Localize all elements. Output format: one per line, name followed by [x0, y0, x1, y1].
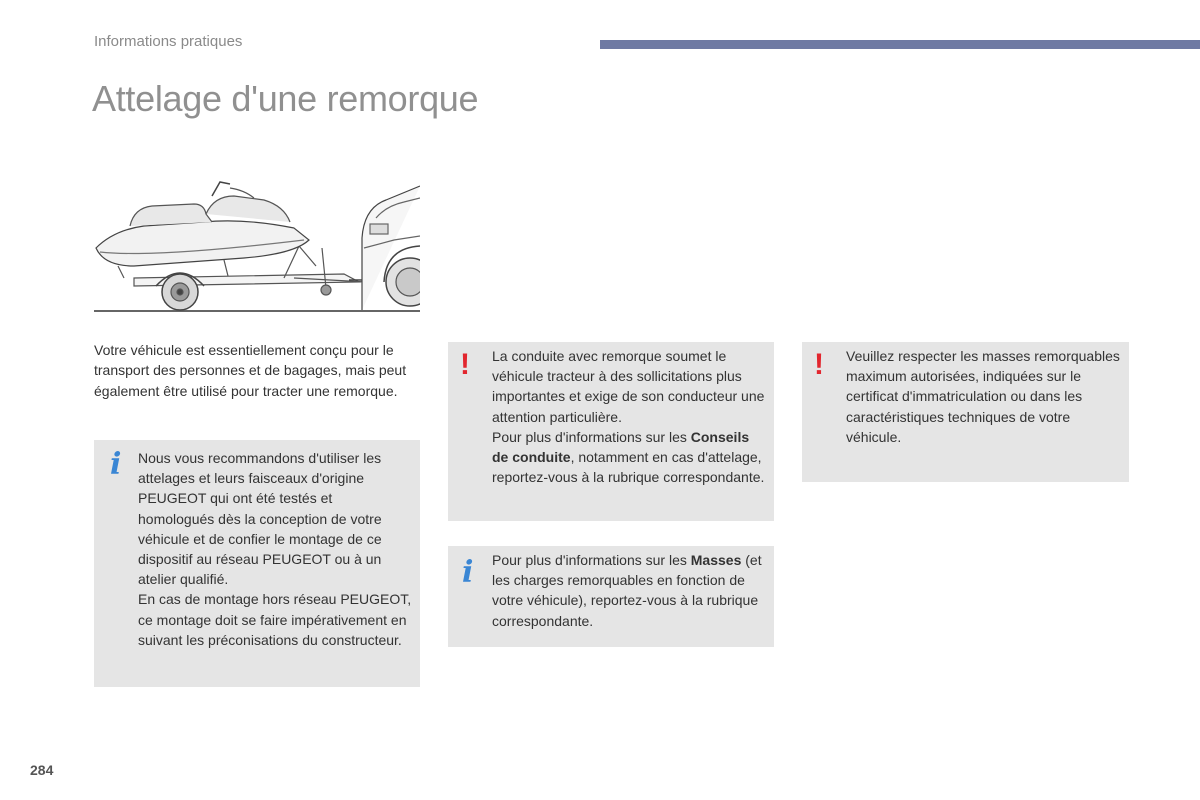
intro-paragraph: Votre véhicule est essentiellement conçu pour le transport des personnes et de bagages, mais peut également être utilisé pour tracter une remorque.	[94, 342, 407, 399]
info-box-text	[492, 550, 766, 631]
warning-icon: !	[814, 348, 824, 381]
warning-box-towable-masses	[802, 342, 1129, 482]
header-accent-bar	[600, 40, 1200, 49]
page-number: 284	[30, 762, 54, 778]
page-title: Attelage d'une remorque	[92, 78, 479, 119]
masses-link-text: Masses	[690, 552, 742, 568]
info-icon: i	[462, 555, 474, 590]
info-box-text: Nous vous recommandons d'utiliser les attelages et leurs faisceaux d'origine PEUGEOT qui ont été testés et homologués dès la conception de votre véhicule et de confier le montage de ce dispositif au réseau PEUGEOT ou à un atelier qualifié. En cas de montage hors réseau PEUGEOT, ce montage doit se faire impérativement en suivant les préconisations du constructeur.	[138, 450, 412, 648]
warning-text-before: La conduite avec remorque soumet le véhicule tracteur à des sollicitations plus importantes et exige de son conducteur une attention particulière. Pour plus d'informations sur les	[492, 348, 765, 445]
trailer-illustration	[94, 178, 420, 314]
warning-icon: !	[460, 348, 470, 381]
info-box-original-hitch	[94, 440, 420, 687]
driving-advice-link-text: Conseils de conduite	[492, 428, 750, 466]
info-text-after: (et les charges remorquables en fonction de votre véhicule), reportez-vous à la rubrique correspondante.	[492, 552, 762, 629]
warning-box-text	[492, 346, 766, 487]
warning-box-driving	[448, 342, 774, 521]
section-label: Informations pratiques	[94, 33, 243, 50]
info-icon: i	[110, 447, 122, 482]
info-text-before: Pour plus d'informations sur les	[492, 552, 691, 568]
warning-text-after: , notamment en cas d'attelage, reportez-vous à la rubrique correspondante.	[492, 449, 765, 486]
warning-box-text: Veuillez respecter les masses remorquables maximum autorisées, indiquées sur le certificat d'immatriculation ou dans les caractéristiques techniques de votre véhicule.	[846, 348, 1120, 445]
info-box-masses	[448, 546, 774, 647]
